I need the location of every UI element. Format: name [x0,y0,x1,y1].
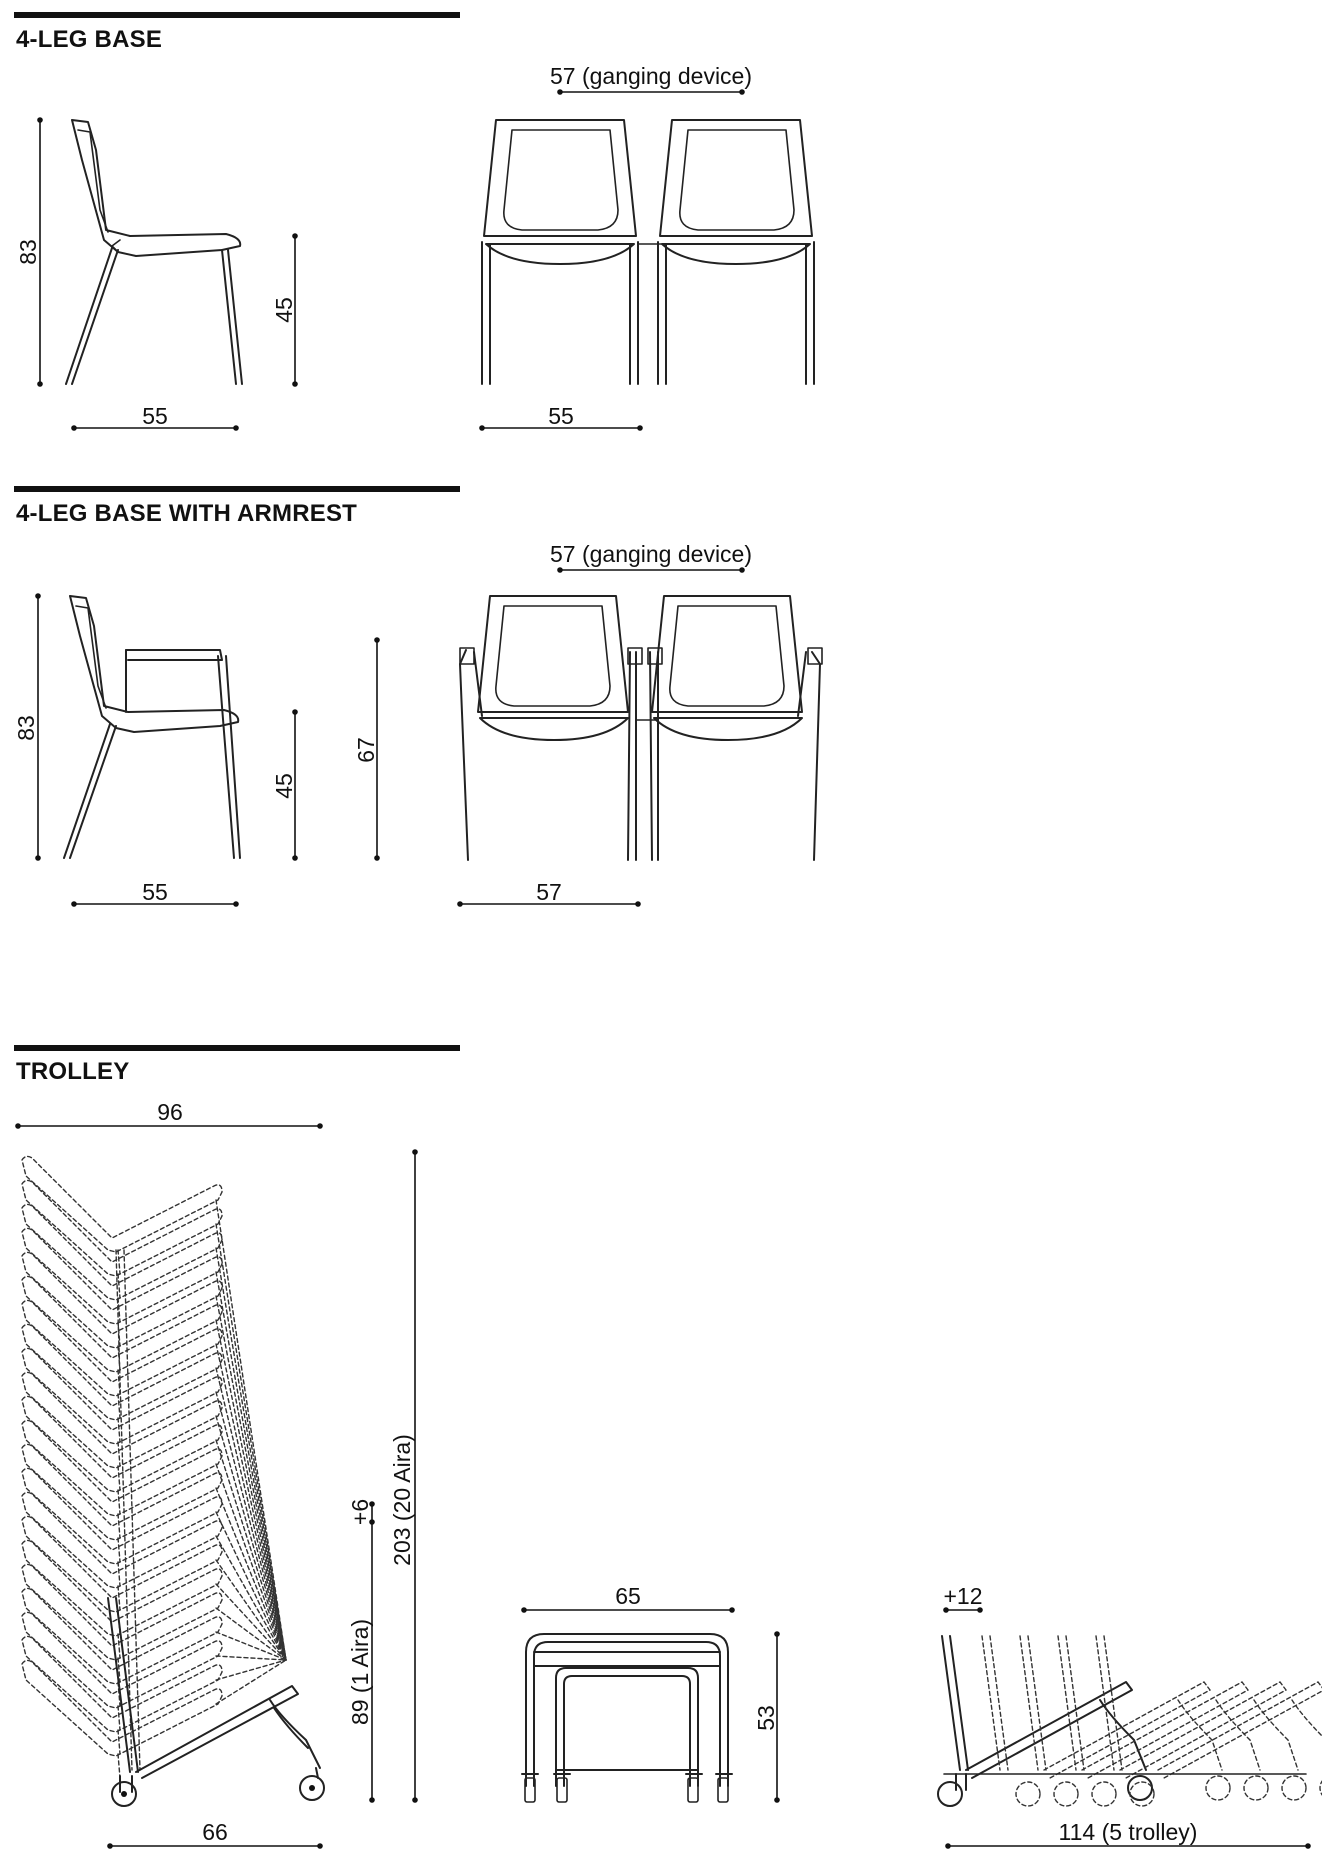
dim-label-depth: 55 [142,403,168,429]
stacked-chair-leg [118,1320,286,1660]
dim-front-width [521,1583,735,1613]
dim-seat-height [271,709,298,861]
dim-label-nested-width: 114 (5 trolley) [1058,1819,1198,1845]
dim-top-width [15,1099,323,1129]
nested-trolley-wheel [1016,1782,1040,1806]
dim-label-nest-increment: +12 [943,1583,983,1609]
dim-nested-width [945,1819,1311,1849]
trolley-front-view [522,1634,732,1802]
dim-label-bottom-width: 66 [202,1819,228,1845]
dim-label-increment: +6 [347,1498,373,1526]
nested-trolley-wheel [1206,1776,1230,1800]
dim-depth [71,879,239,907]
dim-depth [71,403,239,431]
dim-label-top-width: 96 [157,1099,183,1125]
dim-label-arm-height: 67 [353,737,379,763]
dim-front-height [753,1631,780,1803]
dim-label-front-height: 53 [753,1705,779,1731]
stacked-chair-leg [118,1272,286,1660]
dim-arm-height [353,637,380,861]
dim-label-width: 55 [548,403,574,429]
dim-ganging [550,541,752,573]
chair-side-view [66,120,242,384]
dim-label-ganging: 57 (ganging device) [549,63,753,89]
armchairs-front-view [460,596,822,860]
dim-label-total-height: 203 (20 Aira) [389,1434,415,1566]
dim-label-seat-height: 45 [271,773,297,799]
nested-trolley-wheel [1092,1782,1116,1806]
dim-ganging [550,63,752,95]
dim-label-ganging: 57 (ganging device) [549,541,753,567]
front-trolley-outline [942,1636,1146,1790]
dim-nest-increment [943,1583,983,1613]
nested-trolley-wheel [1282,1776,1306,1800]
section-title-leg-base: 4-LEG BASE [16,26,163,53]
dim-label-width: 57 [536,879,562,905]
nested-trolleys-drawing [938,1636,1322,1806]
trolley-wheel [938,1782,962,1806]
nested-trolley-outline [1096,1636,1322,1778]
dim-single-height [347,1519,375,1803]
dim-seat-height [271,233,298,387]
dim-height [15,117,43,387]
dim-increment [347,1499,375,1525]
stacked-chair-leg [118,1660,286,1754]
trolley-side-view [108,1598,324,1806]
armchair-side-view [64,596,240,858]
dim-height [13,593,41,861]
chair-stack-drawing [22,1156,286,1778]
stacked-chair-leg [118,1224,286,1660]
section-title-armrest: 4-LEG BASE WITH ARMREST [16,500,358,527]
stacked-chair-leg [118,1560,286,1660]
dim-bottom-width [107,1819,323,1849]
section-title-trolley: TROLLEY [16,1058,130,1085]
dim-label-single-height: 89 (1 Aira) [347,1618,373,1726]
dim-label-height: 83 [13,715,39,741]
nested-trolley-wheel [1054,1782,1078,1806]
dim-label-front-width: 65 [615,1583,641,1609]
chairs-front-view [482,120,814,384]
dim-width [479,403,643,431]
dim-width [457,879,641,907]
stacked-chair-leg [118,1660,286,1778]
dim-label-height: 83 [15,239,41,265]
dim-label-depth: 55 [142,879,168,905]
nested-trolley-wheel [1244,1776,1268,1800]
nested-trolley-outline [1058,1636,1298,1778]
dim-total-height [389,1149,418,1803]
dim-label-seat-height: 45 [271,297,297,323]
